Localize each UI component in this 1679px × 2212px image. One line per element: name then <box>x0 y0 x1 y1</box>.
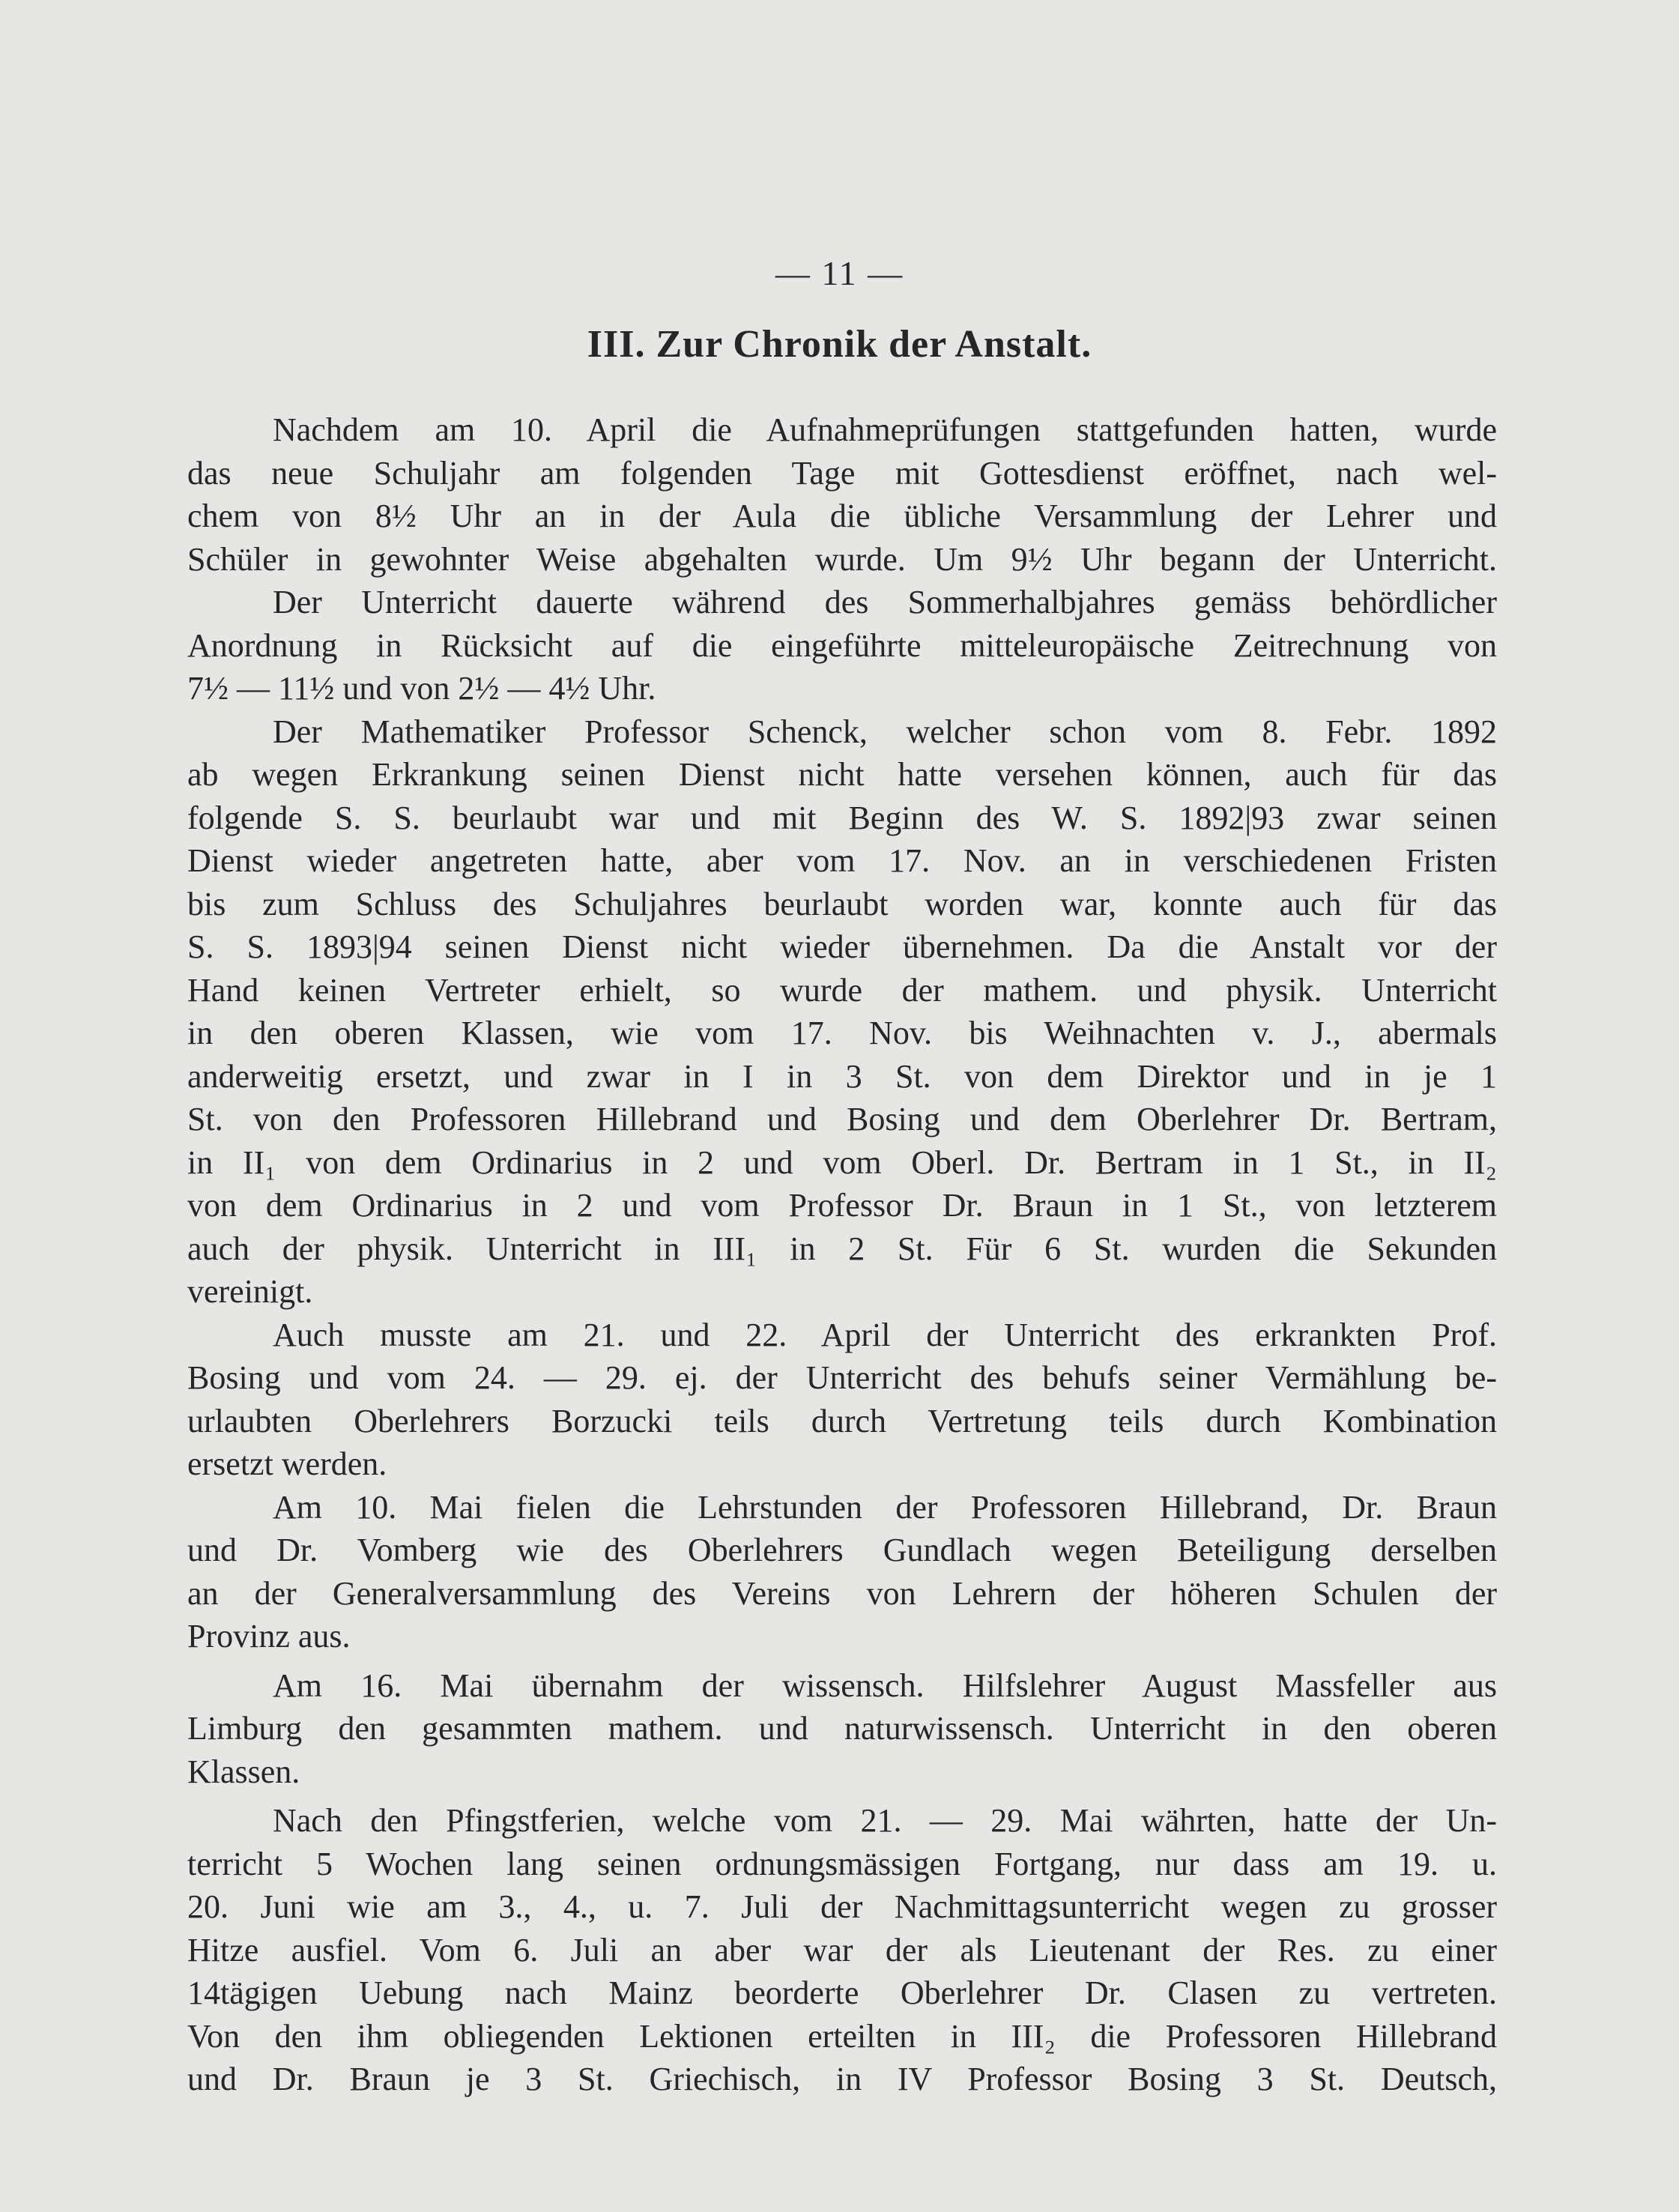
text-line: auch der physik. Unterricht in III₁ in 2 St. Für 6 St. wurden die Sekunden <box>187 1230 1497 1267</box>
text-line: 7½ — 11½ und von 2½ — 4½ Uhr. <box>187 670 656 707</box>
text-line: Am 10. Mai fielen die Lehrstunden der Professoren Hillebrand, Dr. Braun <box>273 1488 1497 1526</box>
text-line: Der Mathematiker Professor Schenck, welcher schon vom 8. Febr. 1892 <box>273 713 1497 750</box>
chapter-title: III. Zur Chronik der Anstalt. <box>587 323 1092 366</box>
text-line: 14tägigen Uebung nach Mainz beorderte Oberlehrer Dr. Clasen zu vertreten. <box>187 1974 1497 2011</box>
paragraph-7 <box>187 1799 1497 2101</box>
paragraph-6 <box>187 1664 1497 1794</box>
text-line: Der Unterricht dauerte während des Sommerhalbjahres gemäss behördlicher <box>273 584 1497 620</box>
text-line: folgende S. S. beurlaubt war und mit Beginn des W. S. 1892|93 zwar seinen <box>187 799 1497 836</box>
text-line: anderweitig ersetzt, und zwar in I in 3 St. von dem Direktor und in je 1 <box>187 1057 1497 1095</box>
text-line: vereinigt. <box>187 1273 313 1310</box>
text-line: Dienst wieder angetreten hatte, aber vom 17. Nov. an in verschiedenen Fristen <box>187 842 1497 879</box>
paragraph-2 <box>187 581 1497 710</box>
text-line: Von den ihm obliegenden Lektionen erteilten in III₂ die Professoren Hillebrand <box>187 2017 1497 2055</box>
text-line: von dem Ordinarius in 2 und vom Professor Dr. Braun in 1 St., von letzterem <box>187 1187 1497 1224</box>
text-line: an der Generalversammlung des Vereins von Lehrern der höheren Schulen der <box>187 1574 1497 1612</box>
text-line: urlaubten Oberlehrers Borzucki teils durch Vertretung teils durch Kombination <box>187 1402 1497 1439</box>
page-number: — 11 — <box>775 254 904 292</box>
text-line: ersetzt werden. <box>187 1445 387 1482</box>
text-line: Hand keinen Vertreter erhielt, so wurde der mathem. und physik. Unterricht <box>187 971 1497 1009</box>
text-line: das neue Schuljahr am folgenden Tage mit Gottesdienst eröffnet, nach wel- <box>187 454 1497 492</box>
text-line: Limburg den gesammten mathem. und naturwissensch. Unterricht in den oberen <box>187 1710 1497 1747</box>
paragraph-3 <box>187 710 1497 1314</box>
text-line: Klassen. <box>187 1753 300 1790</box>
text-line: terricht 5 Wochen lang seinen ordnungsmässigen Fortgang, nur dass am 19. u. <box>187 1845 1497 1882</box>
text-line: Bosing und vom 24. — 29. ej. der Unterricht des behufs seiner Vermählung be- <box>187 1359 1497 1396</box>
text-line: bis zum Schluss des Schuljahres beurlaubt worden war, konnte auch für das <box>187 885 1497 922</box>
text-line: chem von 8½ Uhr an in der Aula die übliche Versammlung der Lehrer und <box>187 498 1497 534</box>
body-text <box>187 408 1497 2101</box>
text-line: Auch musste am 21. und 22. April der Unterricht des erkrankten Prof. <box>273 1316 1497 1353</box>
text-line: Provinz aus. <box>187 1618 351 1655</box>
text-line: und Dr. Braun je 3 St. Griechisch, in IV Professor Bosing 3 St. Deutsch, <box>187 2061 1497 2097</box>
text-line: Nachdem am 10. April die Aufnahmeprüfungen stattgefunden hatten, wurde <box>273 411 1497 448</box>
paragraph-1 <box>187 408 1497 581</box>
text-line: S. S. 1893|94 seinen Dienst nicht wieder übernehmen. Da die Anstalt vor der <box>187 928 1497 965</box>
text-line: Am 16. Mai übernahm der wissensch. Hilfslehrer August Massfeller aus <box>273 1666 1497 1704</box>
text-line: Schüler in gewohnter Weise abgehalten wurde. Um 9½ Uhr begann der Unterricht. <box>187 540 1497 578</box>
text-line: in II₁ von dem Ordinarius in 2 und vom Oberl. Dr. Bertram in 1 St., in II₂ <box>187 1143 1497 1181</box>
text-line: St. von den Professoren Hillebrand und Bosing und dem Oberlehrer Dr. Bertram, <box>187 1101 1497 1137</box>
paragraph-5 <box>187 1486 1497 1658</box>
text-line: ab wegen Erkrankung seinen Dienst nicht hatte versehen können, auch für das <box>187 756 1497 793</box>
text-line: Nach den Pfingstferien, welche vom 21. — 29. Mai währten, hatte der Un- <box>273 1802 1497 1839</box>
paragraph-4 <box>187 1314 1497 1486</box>
text-line: Hitze ausfiel. Vom 6. Juli an aber war der als Lieutenant der Res. zu einer <box>187 1931 1497 1968</box>
text-line: und Dr. Vomberg wie des Oberlehrers Gundlach wegen Beteiligung derselben <box>187 1532 1497 1568</box>
text-line: in den oberen Klassen, wie vom 17. Nov. bis Weihnachten v. J., abermals <box>187 1015 1497 1051</box>
text-line: 20. Juni wie am 3., 4., u. 7. Juli der Nachmittagsunterricht wegen zu grosser <box>187 1888 1497 1925</box>
text-line: Anordnung in Rücksicht auf die eingeführte mitteleuropäische Zeitrechnung von <box>187 626 1497 664</box>
